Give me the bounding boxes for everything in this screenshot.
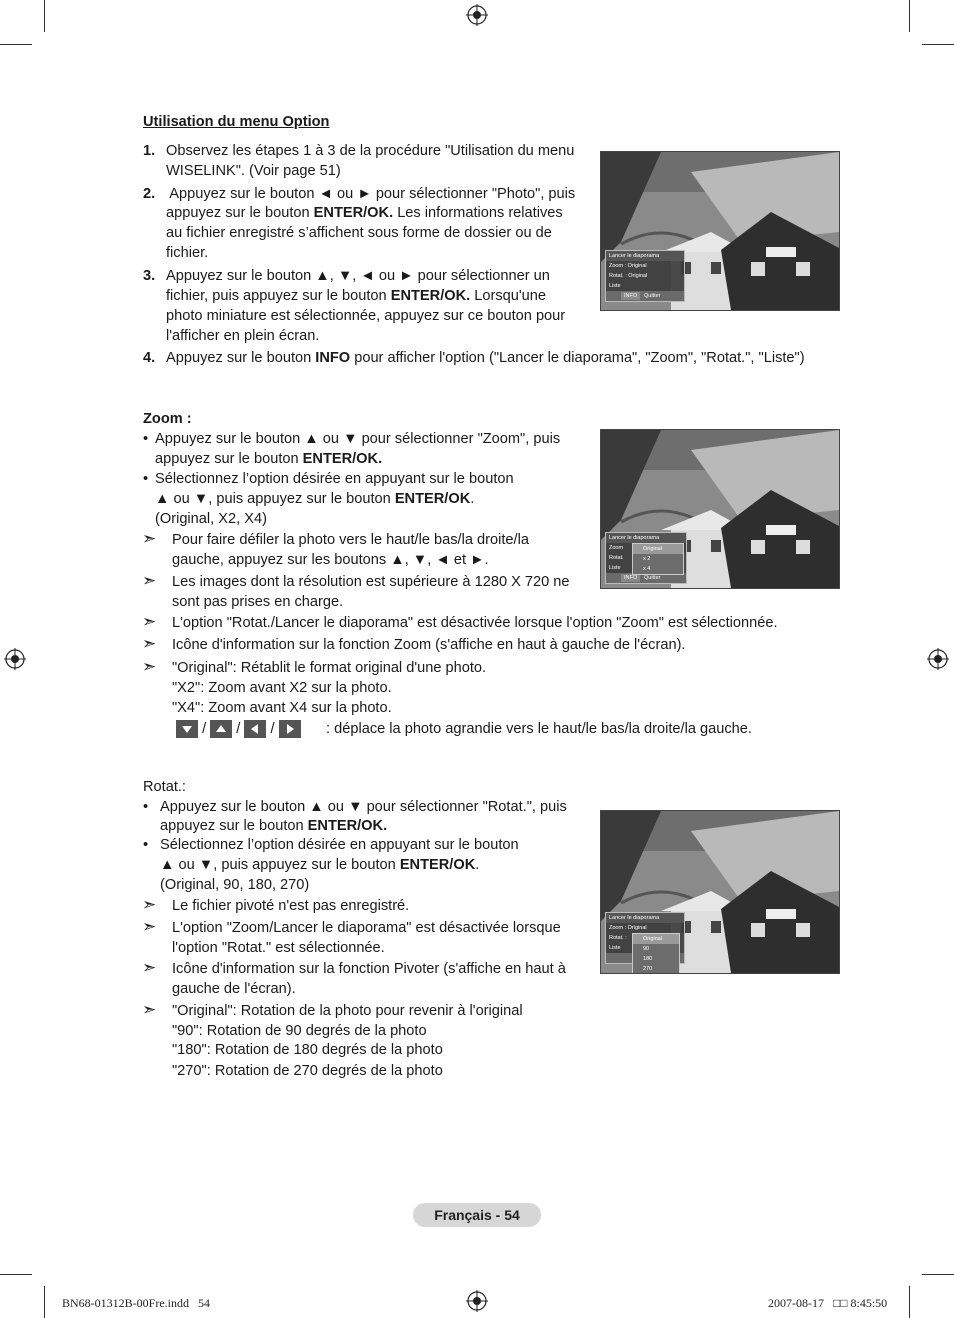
menu-item-rotate[interactable]: Rotat. : Original — [609, 273, 648, 279]
step-1-line: Observez les étapes 1 à 3 de la procédure "Utilisation du menu — [166, 143, 575, 159]
nav-keys-row — [176, 719, 301, 739]
zoom-note-line: "X4": Zoom avant X4 sur la photo. — [172, 700, 392, 716]
info-key: INFO — [621, 574, 640, 582]
step-3-line: fichier, puis appuyez sur le bouton ENTER/OK. Lorsqu'une — [166, 288, 547, 304]
menu-item-zoom[interactable]: Zoom : Original — [609, 263, 647, 269]
bullet-dot: • — [143, 431, 149, 447]
registration-mark-icon — [927, 648, 949, 670]
rotate-note-line: "Original": Rotation de la photo pour revenir à l'original — [172, 1003, 523, 1019]
zoom-note-line: L'option "Rotat./Lancer le diaporama" est désactivée lorsque l'option "Zoom" est sélectionnée. — [172, 615, 778, 631]
crop-mark — [922, 1274, 954, 1275]
menu-item-list[interactable]: Liste — [609, 283, 621, 289]
nav-keys-description: : déplace la photo agrandie vers le haut/le bas/la droite/la gauche. — [326, 721, 752, 737]
info-key: INFO — [621, 292, 640, 300]
crop-mark — [44, 1286, 45, 1318]
step-4-line: Appuyez sur le bouton INFO pour afficher l'option ("Lancer le diaporama", "Zoom", "Rotat.", "Liste") — [166, 350, 805, 366]
step-number: 2. — [143, 186, 156, 202]
step-2-line: au fichier enregistré s’affichent sous forme de dossier ou de — [166, 225, 552, 241]
zoom-bullet-line: Appuyez sur le bouton ▲ ou ▼ pour sélectionner "Zoom", puis — [155, 431, 561, 447]
tv-screenshot — [600, 810, 840, 974]
crop-mark — [909, 1286, 910, 1318]
step-2-line: appuyez sur le bouton ENTER/OK. Les informations relatives — [166, 205, 563, 221]
crop-mark — [922, 44, 954, 45]
registration-mark-icon — [466, 4, 488, 26]
step-number: 1. — [143, 143, 156, 159]
rotate-bullet-line: Sélectionnez l’option désirée en appuyant sur le bouton — [160, 837, 519, 853]
rotate-note-line: L'option "Zoom/Lancer le diaporama" est désactivée lorsque — [172, 920, 561, 936]
menu-item-rotate[interactable]: Rotat. — [609, 555, 624, 561]
rotate-bullet-line: Appuyez sur le bouton ▲ ou ▼ pour sélectionner "Rotat.", puis — [160, 799, 567, 815]
menu-item-slideshow[interactable]: Lancer le diaporama — [606, 251, 684, 261]
tv-screenshot — [600, 151, 840, 311]
separator: / — [236, 721, 241, 737]
zoom-note-line: sont pas prises en charge. — [172, 594, 344, 610]
zoom-title: Zoom : — [143, 411, 192, 427]
note-arrow-icon: ➣ — [142, 529, 157, 548]
rotate-submenu — [632, 933, 680, 974]
note-arrow-icon: ➣ — [142, 634, 157, 653]
menu-item-slideshow[interactable]: Lancer le diaporama — [606, 533, 686, 543]
crop-mark — [0, 44, 32, 45]
zoom-bullet-line: Sélectionnez l’option désirée en appuyant sur le bouton — [155, 471, 514, 487]
rotate-title: Rotat.: — [143, 779, 186, 795]
menu-item-zoom[interactable]: Zoom — [609, 545, 624, 551]
zoom-note-line: Les images dont la résolution est supérieure à 1280 X 720 ne — [172, 574, 570, 590]
step-3-line: l'afficher en plein écran. — [166, 328, 320, 344]
rotate-note-line: Icône d'information sur la fonction Pivoter (s'affiche en haut à — [172, 961, 566, 977]
step-number: 3. — [143, 268, 156, 284]
separator: / — [202, 721, 207, 737]
zoom-note-line: "X2": Zoom avant X2 sur la photo. — [172, 680, 392, 696]
down-key-icon — [176, 720, 198, 738]
note-arrow-icon: ➣ — [142, 657, 157, 676]
rotate-bullet-line: appuyez sur le bouton ENTER/OK. — [160, 818, 388, 834]
registration-mark-icon — [4, 648, 26, 670]
tv-screenshot — [600, 429, 840, 589]
rotate-note-line: gauche de l'écran). — [172, 981, 296, 997]
menu-item-rotate[interactable]: Rotat. : — [609, 935, 627, 941]
zoom-option[interactable]: Original — [633, 544, 683, 554]
note-arrow-icon: ➣ — [142, 895, 157, 914]
rotate-bullet-line: ▲ ou ▼, puis appuyez sur le bouton ENTER/OK. — [160, 857, 480, 873]
rotate-note-line: "270": Rotation de 270 degrés de la photo — [172, 1063, 443, 1079]
option-menu — [605, 532, 687, 584]
rotate-bullet-line: (Original, 90, 180, 270) — [160, 877, 310, 893]
quit-label: Quitter — [644, 575, 661, 581]
option-menu — [605, 250, 685, 302]
menu-footer — [606, 291, 684, 301]
crop-mark — [44, 0, 45, 32]
zoom-bullet-line: appuyez sur le bouton ENTER/OK. — [155, 451, 383, 467]
page-number-badge: Français - 54 — [413, 1203, 541, 1227]
quit-label: Quitter — [644, 293, 661, 299]
zoom-bullet-line: (Original, X2, X4) — [155, 511, 267, 527]
print-date: 2007-08-17 □□ 8:45:50 — [768, 1296, 888, 1310]
note-arrow-icon: ➣ — [142, 1000, 157, 1019]
note-arrow-icon: ➣ — [142, 612, 157, 631]
step-3-line: photo miniature est sélectionnée, appuyez sur ce bouton pour — [166, 308, 566, 324]
menu-item-slideshow[interactable]: Lancer le diaporama — [606, 913, 684, 923]
left-key-icon — [244, 720, 266, 738]
note-arrow-icon: ➣ — [142, 917, 157, 936]
rotate-option[interactable]: 90 — [643, 946, 650, 952]
rotate-option[interactable]: 270 — [643, 966, 653, 972]
step-2-line: fichier. — [166, 245, 209, 261]
right-key-icon — [279, 720, 301, 738]
zoom-note-line: "Original": Rétablit le format original d'une photo. — [172, 660, 487, 676]
rotate-note-line: Le fichier pivoté n'est pas enregistré. — [172, 898, 410, 914]
bullet-dot: • — [143, 837, 149, 853]
crop-mark — [909, 0, 910, 32]
rotate-note-line: l'option "Rotat." est sélectionnée. — [172, 940, 385, 956]
zoom-note-line: gauche, appuyez sur les boutons ▲, ▼, ◄ et ►. — [172, 552, 489, 568]
registration-mark-icon — [466, 1290, 488, 1312]
menu-item-list[interactable]: Liste — [609, 565, 621, 571]
rotate-note-line: "180": Rotation de 180 degrés de la photo — [172, 1042, 443, 1058]
zoom-bullet-line: ▲ ou ▼, puis appuyez sur le bouton ENTER/OK. — [155, 491, 475, 507]
step-3-line: Appuyez sur le bouton ▲, ▼, ◄ ou ► pour sélectionner un — [166, 268, 550, 284]
bullet-dot: • — [143, 471, 149, 487]
separator: / — [270, 721, 275, 737]
note-arrow-icon: ➣ — [142, 958, 157, 977]
zoom-option[interactable]: x 4 — [643, 566, 651, 572]
crop-mark — [0, 1274, 32, 1275]
step-1-line: WISELINK". (Voir page 51) — [166, 163, 341, 179]
rotate-note-line: "90": Rotation de 90 degrés de la photo — [172, 1023, 427, 1039]
zoom-submenu — [632, 543, 684, 575]
step-2-line: Appuyez sur le bouton ◄ ou ► pour sélectionner "Photo", puis — [166, 186, 576, 202]
menu-item-zoom[interactable]: Zoom : Original — [609, 925, 647, 931]
bullet-dot: • — [143, 799, 149, 815]
option-menu — [605, 912, 685, 972]
up-key-icon — [210, 720, 232, 738]
menu-item-list[interactable]: Liste — [609, 945, 621, 951]
note-arrow-icon: ➣ — [142, 571, 157, 590]
rotate-option[interactable]: 180 — [643, 956, 653, 962]
step-number: 4. — [143, 350, 156, 366]
zoom-note-line: Icône d'information sur la fonction Zoom (s'affiche en haut à gauche de l'écran). — [172, 637, 686, 653]
section-title: Utilisation du menu Option — [143, 114, 330, 130]
zoom-option[interactable]: x 2 — [643, 556, 651, 562]
zoom-note-line: Pour faire défiler la photo vers le haut/le bas/la droite/la — [172, 532, 529, 548]
file-name: BN68-01312B-00Fre.indd 54 — [62, 1296, 210, 1310]
rotate-option[interactable]: Original — [633, 934, 679, 944]
